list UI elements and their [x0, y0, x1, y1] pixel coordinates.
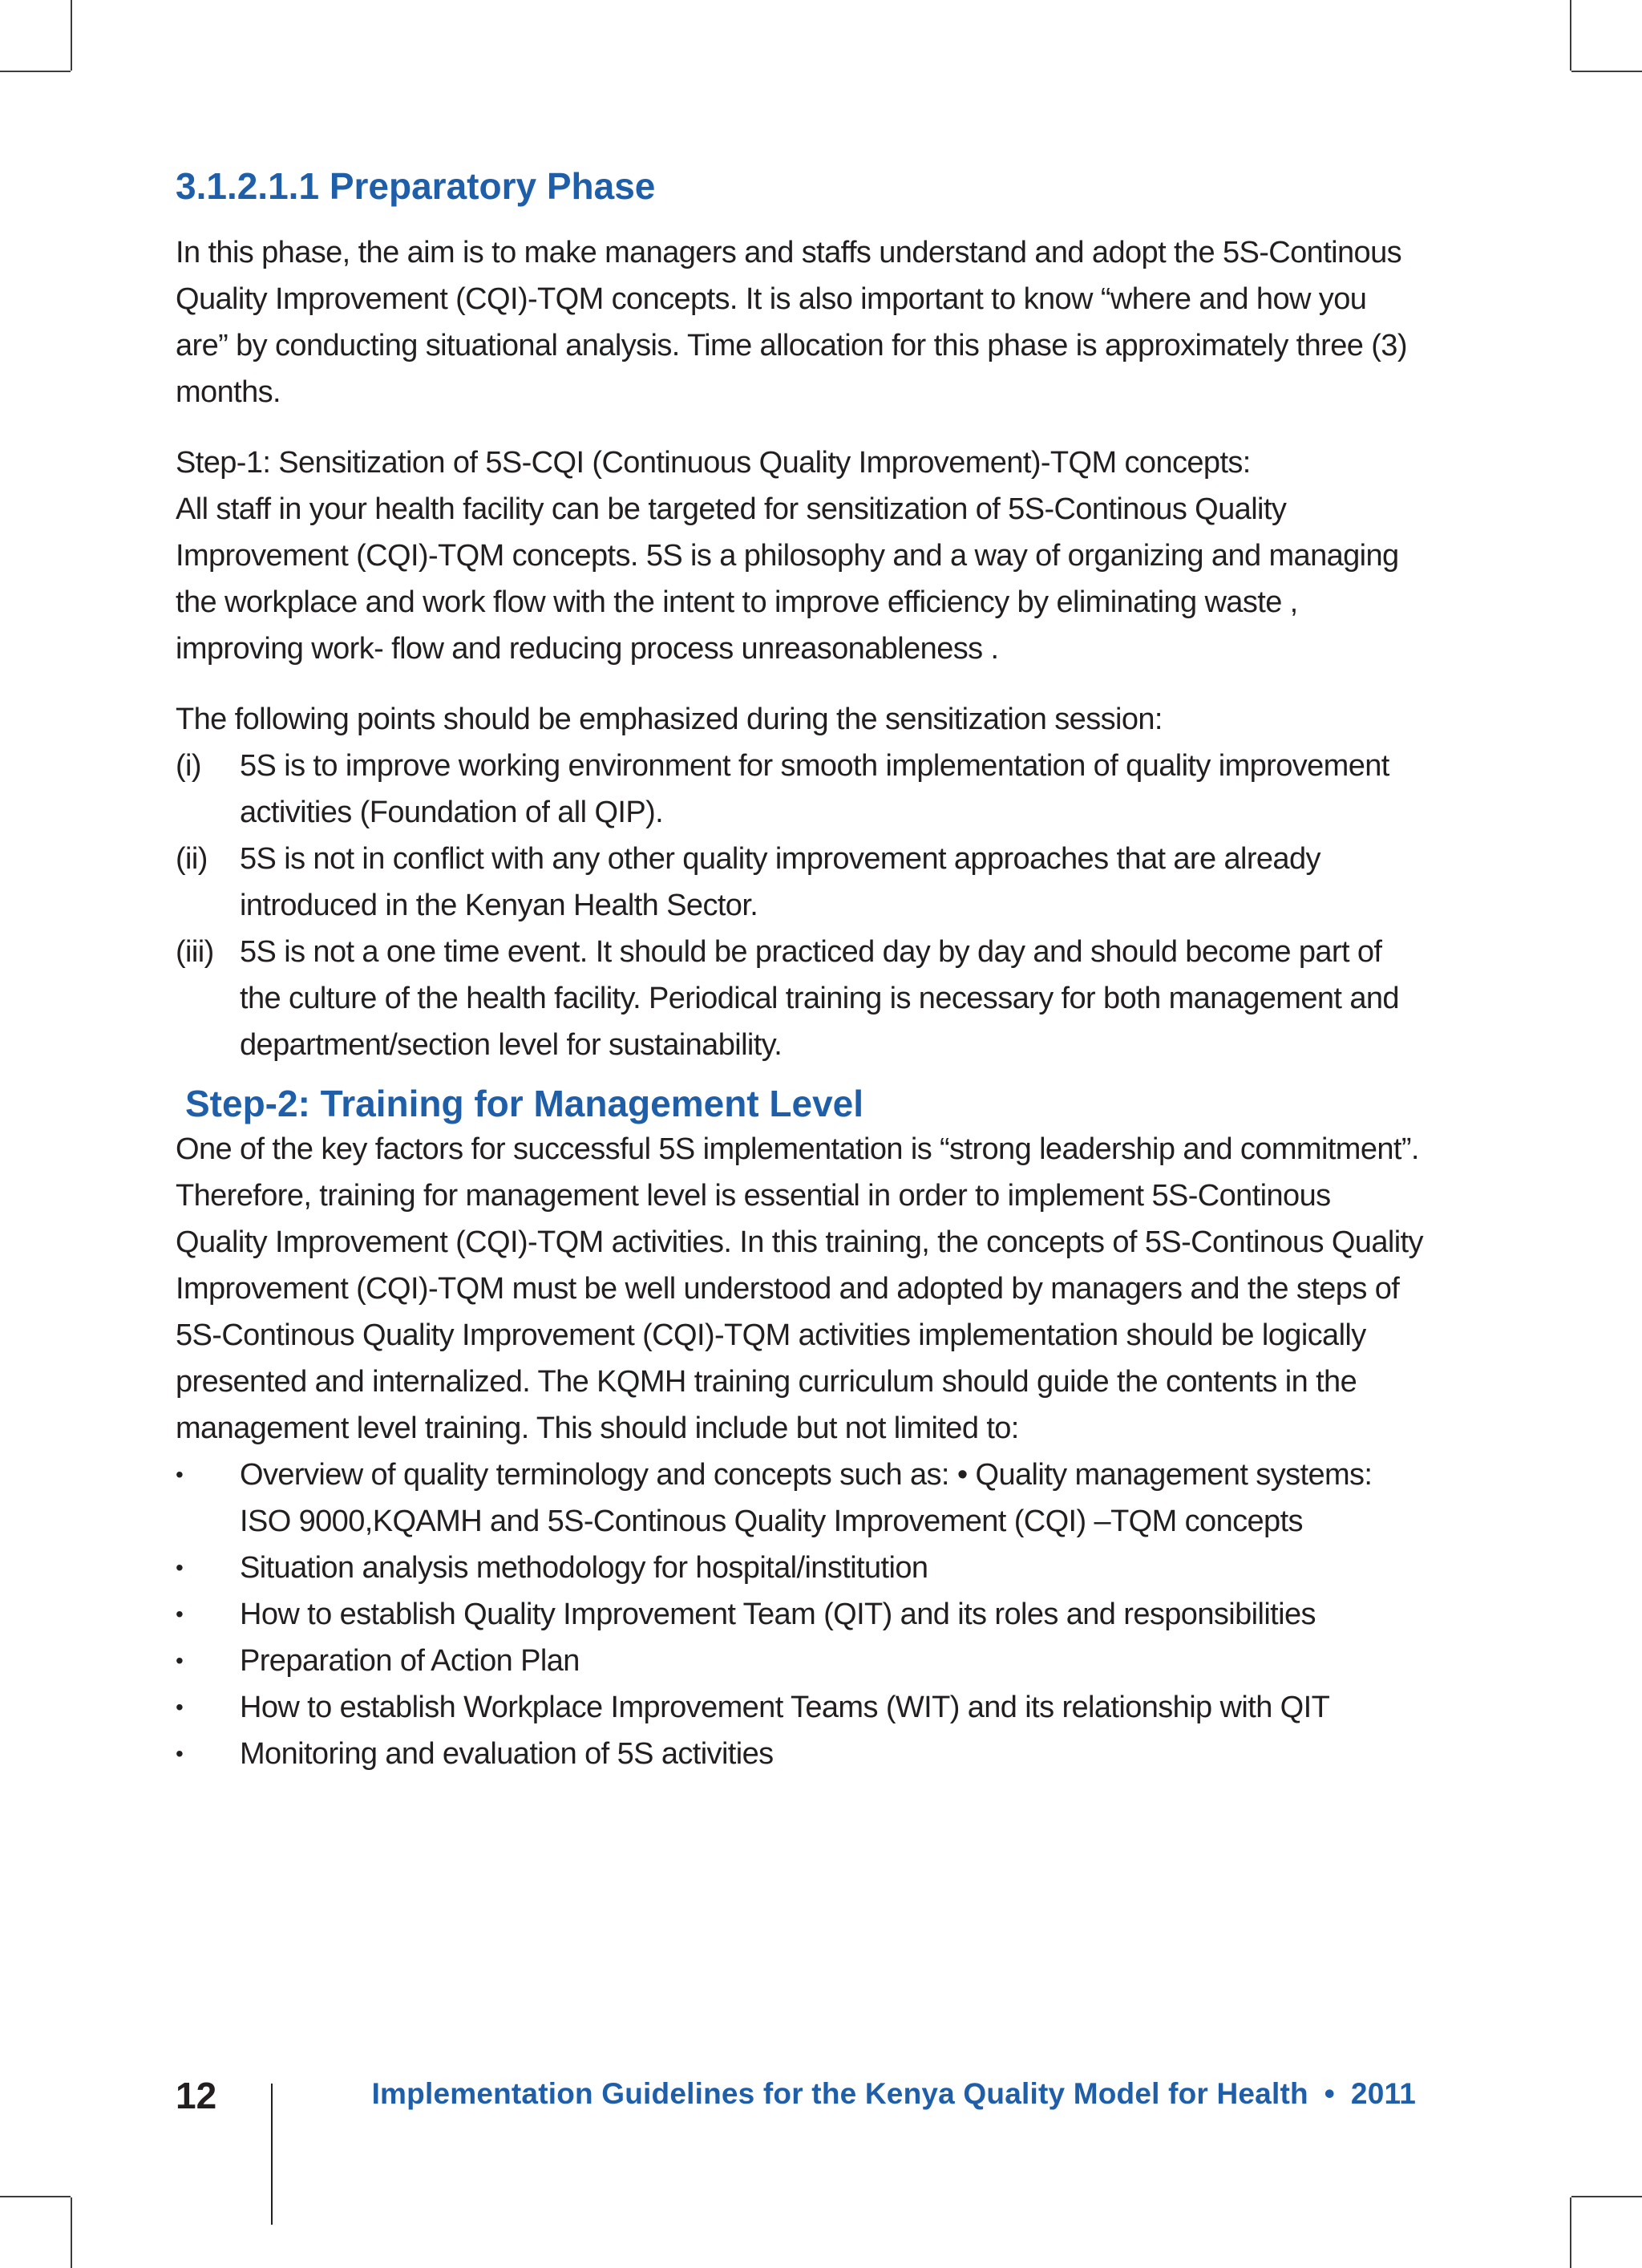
bullet-icon: • [176, 1462, 184, 1487]
list-item [176, 1731, 1426, 1777]
list-item [176, 1452, 1426, 1545]
bullet-icon: • [176, 1648, 184, 1673]
crop-mark-bottom-right-v [1570, 2197, 1571, 2268]
list-marker: (iii) [176, 935, 214, 969]
list-item-text: 5S is not a one time event. It should be practiced day by day and should become part of the culture of the health facility. Periodical training is necessary for both management and department/section level for sustainability. [240, 935, 1399, 1062]
crop-mark-bottom-left-v [71, 2197, 72, 2268]
bullet-icon: • [176, 1602, 184, 1626]
list-item [176, 929, 1426, 1068]
footer-separator: • [1324, 2077, 1335, 2110]
crop-mark-bottom-right-h [1571, 2196, 1642, 2197]
list-item [176, 1591, 1426, 1638]
intro-paragraph: In this phase, the aim is to make managers and staffs understand and adopt the 5S-Continous Quality Improvement (CQI)-TQM concepts. It is also important to know “where and how you are” by conducting situational analysis. Time allocation for this phase is approximately three (3) months. [176, 236, 1407, 409]
list-marker: (i) [176, 749, 201, 783]
crop-mark-top-left-v [71, 0, 72, 71]
list-item-text: Overview of quality terminology and concepts such as: • Quality management systems: ISO 9000,KQAMH and 5S-Continous Quality Improvement (CQI) –TQM concepts [240, 1458, 1373, 1538]
list-item-text: 5S is to improve working environment for smooth implementation of quality improvement activities (Foundation of all QIP). [240, 749, 1389, 829]
crop-mark-top-right-h [1571, 71, 1642, 72]
list-item-text: Preparation of Action Plan [240, 1644, 580, 1678]
footer-year: 2011 [1350, 2077, 1416, 2110]
footer-divider [271, 2084, 273, 2225]
step2-title: Step-2: Training for Management Level [185, 1083, 864, 1124]
list-item-text: Situation analysis methodology for hospital/institution [240, 1551, 928, 1585]
list-item-text: Monitoring and evaluation of 5S activities [240, 1737, 774, 1771]
list-item [176, 1545, 1426, 1591]
section-title: 3.1.2.1.1 Preparatory Phase [176, 165, 656, 207]
crop-mark-bottom-left-h [0, 2196, 71, 2197]
crop-mark-top-right-v [1570, 0, 1571, 71]
step1-heading: Step-1: Sensitization of 5S-CQI (Continuous Quality Improvement)-TQM concepts: [176, 446, 1251, 480]
running-footer [372, 2077, 1416, 2111]
bullet-icon: • [176, 1695, 184, 1719]
points-intro: The following points should be emphasized during the sensitization session: [176, 703, 1163, 736]
step2-body: One of the key factors for successful 5S implementation is “strong leadership and commitment”. Therefore, training for management level is essential in order to implement 5S-Continous Quality Improvement (CQI)-TQM activities. In this training, the concepts of 5S-Continous Quality Improvement (CQI)-TQM must be well understood and adopted by managers and the steps of 5S-Continous Quality Improvement (CQI)-TQM activities implementation should be logically presented and internalized. The KQMH training curriculum should guide the contents in the management level training. This should include but not limited to: [176, 1132, 1423, 1445]
list-item-text: How to establish Workplace Improvement Teams (WIT) and its relationship with QIT [240, 1691, 1330, 1724]
footer-title: Implementation Guidelines for the Kenya Quality Model for Health [371, 2077, 1308, 2110]
list-item [176, 743, 1426, 836]
page-content [176, 164, 1426, 1777]
list-item [176, 1638, 1426, 1684]
list-item-text: How to establish Quality Improvement Team (QIT) and its roles and responsibilities [240, 1598, 1316, 1631]
bullet-icon: • [176, 1555, 184, 1580]
page-number: 12 [176, 2075, 217, 2116]
training-topics-list [176, 1452, 1426, 1777]
bullet-icon: • [176, 1741, 184, 1766]
list-marker: (ii) [176, 842, 208, 876]
step1-body: All staff in your health facility can be targeted for sensitization of 5S-Continous Quality Improvement (CQI)-TQM concepts. 5S is a philosophy and a way of organizing and managing the workplace and work flow with the intent to improve efficiency by eliminating waste , improving work- flow and reducing process unreasonableness . [176, 492, 1399, 666]
crop-mark-top-left-h [0, 71, 71, 72]
list-item [176, 1684, 1426, 1731]
list-item-text: 5S is not in conflict with any other quality improvement approaches that are already introduced in the Kenyan Health Sector. [240, 842, 1320, 922]
list-item [176, 836, 1426, 929]
sensitization-points-list [176, 743, 1426, 1068]
